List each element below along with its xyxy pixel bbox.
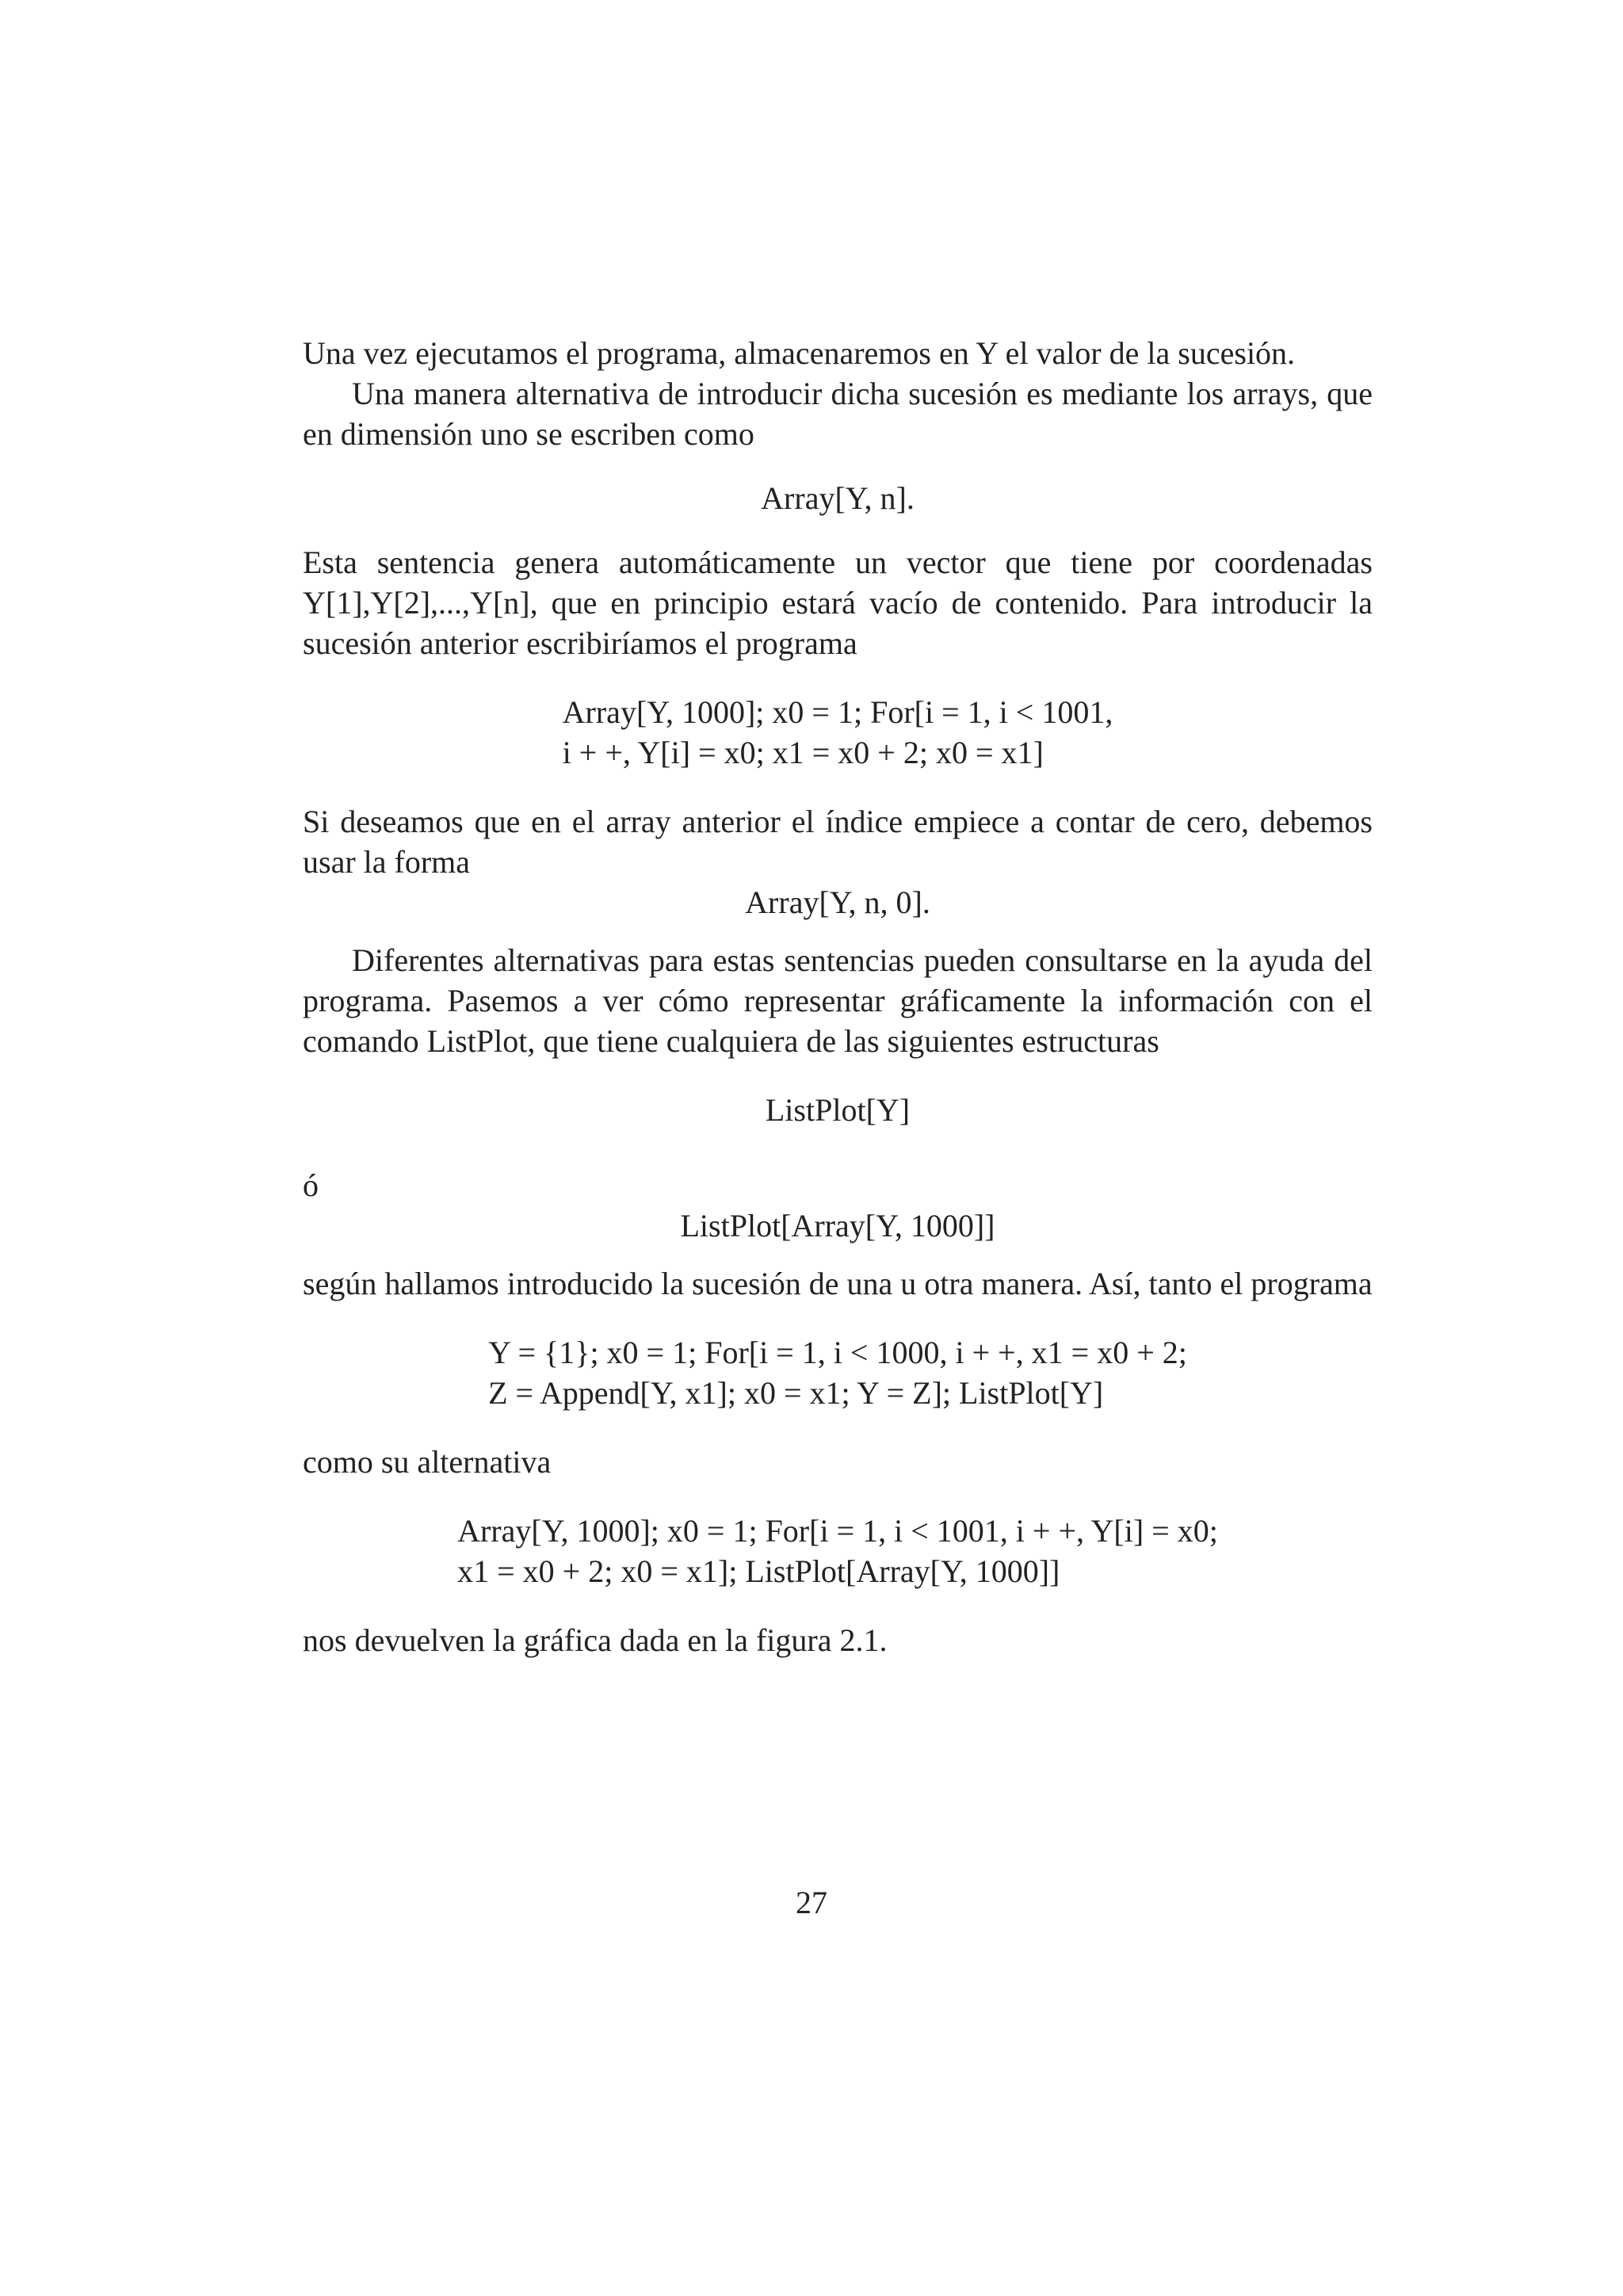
equation-line: Y = {1}; x0 = 1; For[i = 1, i < 1000, i + +, x1 = x0 + 2; <box>488 1335 1187 1370</box>
paragraph-2: Una manera alternativa de introducir dicha sucesión es mediante los arrays, que en dimensión uno se escriben como <box>303 376 1373 452</box>
paragraph-3: Esta sentencia genera automáticamente un vector que tiene por coordenadas Y[1],Y[2],...,Y[n], que en principio estará vacío de contenido. Para introducir la sucesión anterior escribiríamos el programa <box>303 544 1373 661</box>
equation-line: Array[Y, n]. <box>761 480 915 516</box>
equation-line: x1 = x0 + 2; x0 = x1]; ListPlot[Array[Y, 1000]] <box>457 1553 1060 1589</box>
equation-array-y-n <box>303 478 1373 518</box>
page-number: 27 <box>796 1885 827 1920</box>
equation-listplot-array <box>303 1205 1373 1246</box>
paragraph-7: según hallamos introducido la sucesión de una u otra manera. Así, tanto el programa <box>303 1266 1373 1301</box>
equation-listplot-y <box>303 1090 1373 1130</box>
equation-append-program <box>303 1332 1373 1413</box>
equation-line: i + +, Y[i] = x0; x1 = x0 + 2; x0 = x1] <box>562 735 1044 770</box>
equation-line: Array[Y, 1000]; x0 = 1; For[i = 1, i < 1001, <box>562 694 1113 730</box>
equation-array-listplot-program <box>303 1511 1373 1591</box>
equation-line: Array[Y, 1000]; x0 = 1; For[i = 1, i < 1001, i + +, Y[i] = x0; <box>457 1513 1218 1549</box>
equation-line: Z = Append[Y, x1]; x0 = x1; Y = Z]; ListPlot[Y] <box>488 1375 1104 1411</box>
equation-line: ListPlot[Array[Y, 1000]] <box>680 1208 995 1244</box>
equation-line: Array[Y, n, 0]. <box>745 884 930 920</box>
equation-array-program <box>303 692 1373 773</box>
paragraph-8: como su alternativa <box>303 1444 552 1480</box>
paragraph-5: Diferentes alternativas para estas sentencias pueden consultarse en la ayuda del programa. Pasemos a ver cómo representar gráficamente la información con el comando ListPlot, que tiene cualquiera de las siguientes estructuras <box>303 942 1373 1059</box>
paragraph-6: ó <box>303 1167 319 1203</box>
equation-line: ListPlot[Y] <box>765 1092 911 1128</box>
paragraph-1: Una vez ejecutamos el programa, almacenaremos en Y el valor de la sucesión. <box>303 335 1296 371</box>
paragraph-4: Si deseamos que en el array anterior el índice empiece a contar de cero, debemos usar la forma <box>303 804 1373 880</box>
page-body <box>303 333 1373 1660</box>
equation-array-y-n-0 <box>303 882 1373 923</box>
paragraph-9: nos devuelven la gráfica dada en la figura 2.1. <box>303 1622 888 1658</box>
